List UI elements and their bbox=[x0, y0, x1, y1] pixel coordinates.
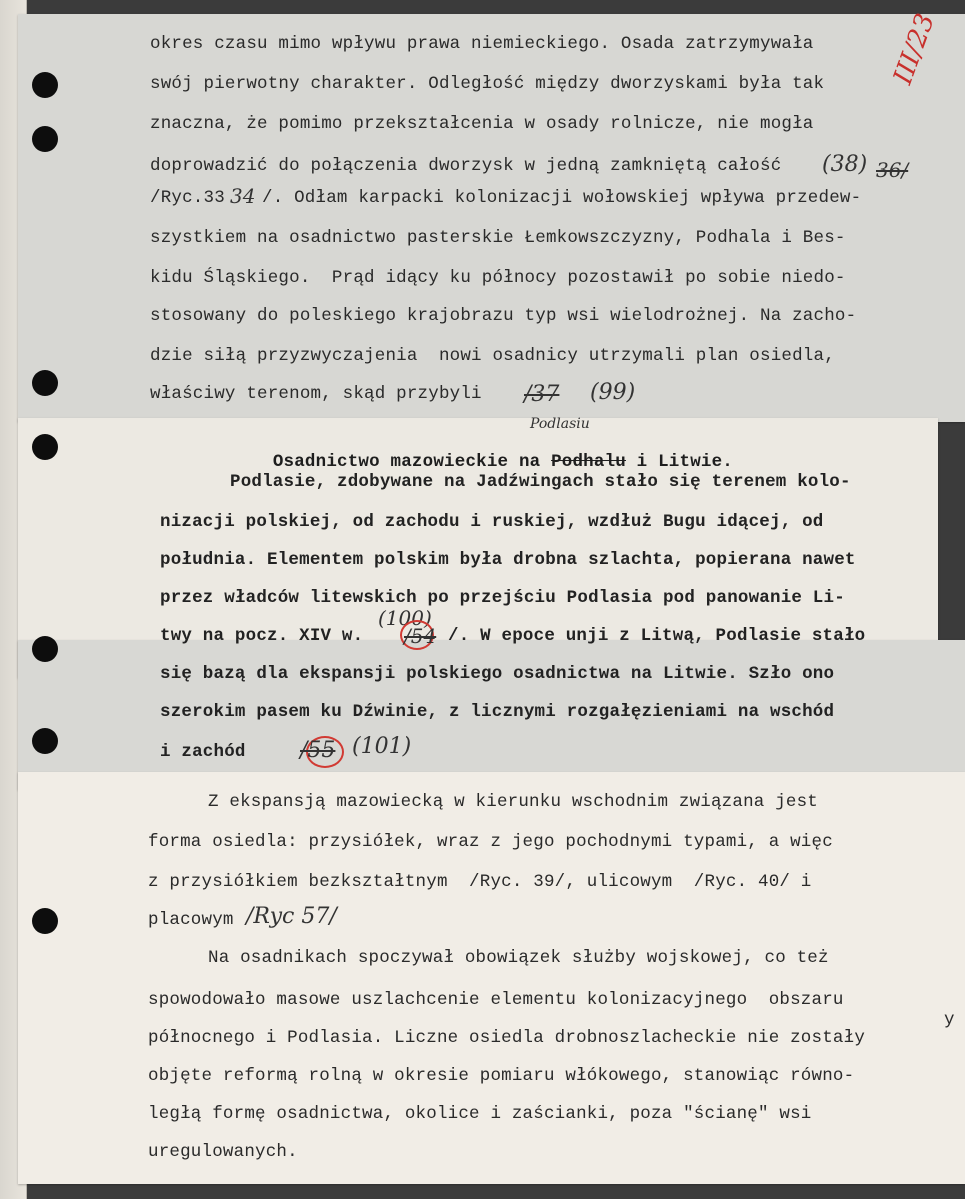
punch-hole bbox=[32, 72, 58, 98]
heading-suffix: i Litwie. bbox=[625, 452, 734, 472]
handwritten-ref-36: 36/ bbox=[876, 158, 909, 182]
text-line: nizacji polskiej, od zachodu i ruskiej, wzdłuż Bugu idącej, od bbox=[160, 512, 824, 532]
text-line: Podlasie, zdobywane na Jadźwingach stało się terenem kolo- bbox=[230, 472, 851, 492]
handwritten-ref-100: (100) bbox=[378, 606, 432, 630]
text-line: szystkiem na osadnictwo pasterskie Łemkowszczyzny, Podhala i Bes- bbox=[150, 228, 846, 248]
text-line: spowodowało masowe uszlachcenie elementu kolonizacyjnego obszaru bbox=[148, 990, 844, 1010]
punch-hole bbox=[32, 126, 58, 152]
heading-prefix: Osadnictwo mazowieckie na bbox=[272, 452, 552, 472]
punch-hole bbox=[32, 370, 58, 396]
text-line: właściwy terenom, skąd przybyli bbox=[150, 384, 482, 404]
punch-hole bbox=[32, 636, 58, 662]
heading-struck-word: Podhalu bbox=[551, 452, 626, 472]
text-line: Na osadnikach spoczywał obowiązek służby wojskowej, co też bbox=[208, 948, 829, 968]
text-line: okres czasu mimo wpływu prawa niemieckiego. Osada zatrzymywała bbox=[150, 34, 814, 54]
text-line: placowym bbox=[148, 910, 234, 930]
text-line: znaczna, że pomimo przekształcenia w osady rolnicze, nie mogła bbox=[150, 114, 814, 134]
text-line: objęte reformą rolną w okresie pomiaru włókowego, stanowiąc równo- bbox=[148, 1066, 855, 1086]
text-line: kidu Śląskiego. Prąd idący ku północy pozostawił po sobie niedo- bbox=[150, 268, 846, 288]
text-line: z przysiółkiem bezkształtnym /Ryc. 39/, ulicowym /Ryc. 40/ i bbox=[148, 872, 812, 892]
handwritten-heading-insert: Podlasiu bbox=[530, 416, 590, 432]
text-line: twy na pocz. XIV w. bbox=[160, 626, 364, 646]
text-line: przez władców litewskich po przejściu Podlasia pod panowanie Li- bbox=[160, 588, 845, 608]
overflow-letter: y bbox=[944, 1010, 955, 1030]
text-line: forma osiedla: przysiółek, wraz z jego pochodnymi typami, a więc bbox=[148, 832, 833, 852]
handwritten-ref-101: (101) bbox=[352, 734, 412, 759]
text-line: /. Odłam karpacki kolonizacji wołowskiej wpływa przedew- bbox=[262, 188, 862, 208]
margin-page-number: III/23 bbox=[888, 9, 942, 89]
handwritten-ref-99: (99) bbox=[590, 380, 636, 405]
handwritten-ryc-34: 34 bbox=[230, 184, 256, 208]
handwritten-ref-54: /54 bbox=[404, 624, 437, 648]
text-line: swój pierwotny charakter. Odległość między dworzyskami była tak bbox=[150, 74, 825, 94]
text-line: się bazą dla ekspansji polskiego osadnictwa na Litwie. Szło ono bbox=[160, 664, 835, 684]
text-line: uregulowanych. bbox=[148, 1142, 298, 1162]
text-line: dzie siłą przyzwyczajenia nowi osadnicy utrzymali plan osiedla, bbox=[150, 346, 835, 366]
handwritten-ref-37: /37 bbox=[524, 382, 560, 407]
text-line: ległą formę osadnictwa, okolice i zaścianki, poza "ścianę" wsi bbox=[148, 1104, 812, 1124]
text-line: szerokim pasem ku Dźwinie, z licznymi rozgałęzieniami na wschód bbox=[160, 702, 835, 722]
punch-hole bbox=[32, 908, 58, 934]
punch-hole bbox=[32, 728, 58, 754]
text-line: doprowadzić do połączenia dworzysk w jedną zamkniętą całość bbox=[150, 156, 782, 176]
text-line: /Ryc.33 bbox=[150, 188, 225, 208]
text-line: /. W epoce unji z Litwą, Podlasie stało bbox=[448, 626, 866, 646]
text-line: Z ekspansją mazowiecką w kierunku wschodnim związana jest bbox=[208, 792, 818, 812]
punch-hole bbox=[32, 434, 58, 460]
handwritten-ryc-57: /Ryc 57/ bbox=[246, 904, 337, 929]
text-line: i zachód bbox=[160, 742, 246, 762]
handwritten-ref-38: (38) bbox=[822, 152, 868, 177]
text-line: północnego i Podlasia. Liczne osiedla drobnoszlacheckie nie zostały bbox=[148, 1028, 866, 1048]
text-line: stosowany do poleskiego krajobrazu typ wsi wielodrożnej. Na zacho- bbox=[150, 306, 857, 326]
text-line: południa. Elementem polskim była drobna szlachta, popierana nawet bbox=[160, 550, 856, 570]
handwritten-ref-55: /55 bbox=[300, 738, 336, 763]
